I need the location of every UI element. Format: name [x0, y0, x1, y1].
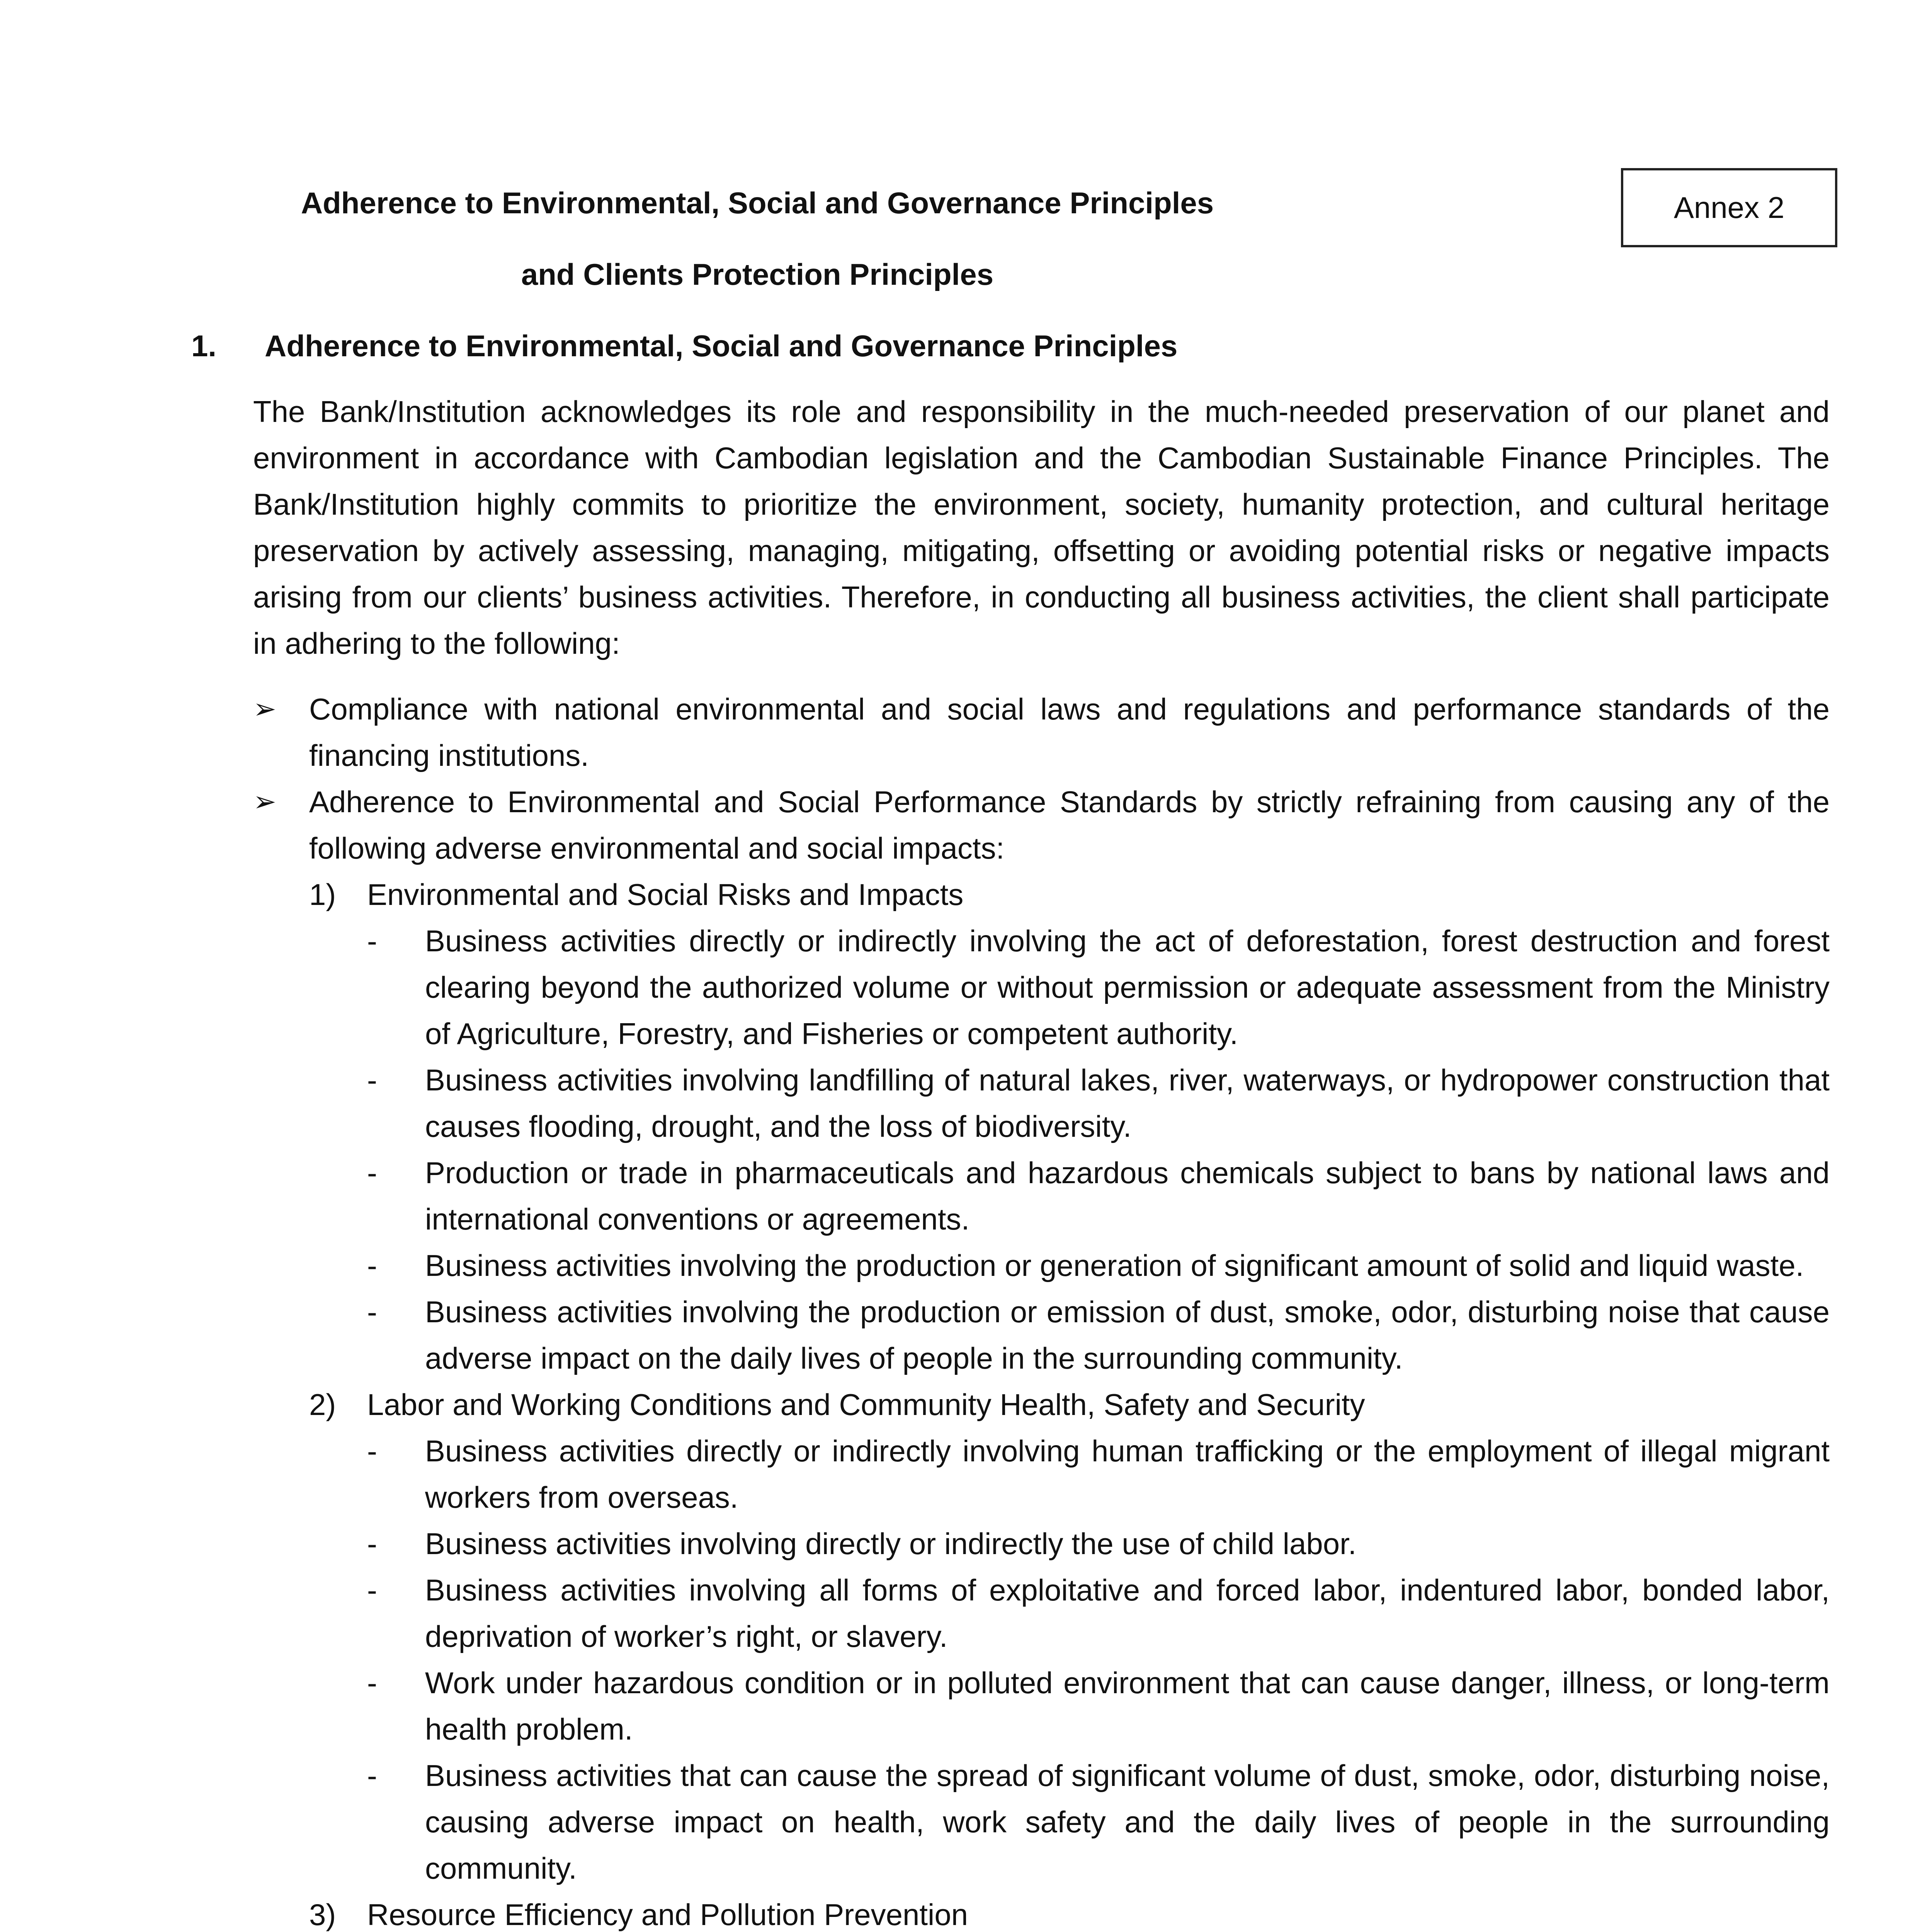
- section-heading-text: Adherence to Environmental, Social and Governance Principles: [265, 329, 1178, 363]
- dash-text: Business activities involving all forms of exploitative and forced labor, indentured labor, bonded labor, deprivation of worker’s right, or slavery.: [425, 1573, 1830, 1653]
- dash-mark: -: [367, 1434, 377, 1468]
- dash-text: Business activities directly or indirectly involving human trafficking or the employment of illegal migrant workers from overseas.: [425, 1434, 1830, 1514]
- dash-text: Business activities involving the production or emission of dust, smoke, odor, disturbing noise that cause adverse impact on the daily lives of people in the surrounding community.: [425, 1295, 1830, 1375]
- bullet-text: Adherence to Environmental and Social Performance Standards by strictly refraining from causing any of the following adverse environmental and social impacts:: [309, 785, 1830, 865]
- dash-item: [367, 1242, 1830, 1289]
- dash-mark: -: [367, 1666, 377, 1700]
- dash-mark: -: [367, 1156, 377, 1190]
- dash-text: Business activities that can cause the spread of significant volume of dust, smoke, odor, disturbing noise, causing adverse impact on health, work safety and the daily lives of people in the surrounding community.: [425, 1759, 1830, 1885]
- dash-item: [367, 1660, 1830, 1752]
- numbered-item: [309, 1891, 1830, 1932]
- dash-mark: -: [367, 1527, 377, 1561]
- section-heading: [191, 327, 1177, 365]
- dash-item: [367, 1057, 1830, 1150]
- bullet-text: Compliance with national environmental and social laws and regulations and performance standards of the financing institutions.: [309, 692, 1830, 772]
- document-title-line1: Adherence to Environmental, Social and Governance Principles: [301, 186, 1214, 220]
- arrow-bullet-icon: ➢: [253, 786, 277, 817]
- dash-text: Business activities involving landfilling of natural lakes, river, waterways, or hydropower construction that causes flooding, drought, and the loss of biodiversity.: [425, 1063, 1830, 1143]
- dash-mark: -: [367, 924, 377, 958]
- dash-item: [367, 1150, 1830, 1242]
- dash-item: [367, 1289, 1830, 1381]
- item-title: Labor and Working Conditions and Community Health, Safety and Security: [367, 1388, 1365, 1422]
- numbered-item: [309, 871, 1830, 1381]
- bullet-list: [253, 686, 1830, 1932]
- dash-item: [367, 1752, 1830, 1891]
- numbered-list: [309, 871, 1830, 1932]
- item-title: Environmental and Social Risks and Impacts: [367, 878, 964, 912]
- arrow-bullet-icon: ➢: [253, 694, 277, 724]
- dash-mark: -: [367, 1063, 377, 1097]
- item-number: 3): [309, 1898, 336, 1932]
- section-number: 1.: [191, 329, 217, 363]
- item-title: Resource Efficiency and Pollution Prevention: [367, 1898, 968, 1932]
- dash-text: Production or trade in pharmaceuticals and hazardous chemicals subject to bans by national laws and international conventions or agreements.: [425, 1156, 1830, 1236]
- dash-mark: -: [367, 1295, 377, 1329]
- dash-mark: -: [367, 1573, 377, 1607]
- dash-item: [367, 1428, 1830, 1520]
- bullet-item: [253, 686, 1830, 779]
- dash-text: Business activities directly or indirectly involving the act of deforestation, forest destruction and forest clearing beyond the authorized volume or without permission or adequate assessment from the Ministry of Agriculture, Forestry, and Fisheries or competent authority.: [425, 924, 1830, 1051]
- item-number: 2): [309, 1388, 336, 1422]
- document-title-line2: and Clients Protection Principles: [521, 257, 994, 291]
- item-number: 1): [309, 878, 336, 912]
- intro-paragraph: The Bank/Institution acknowledges its role and responsibility in the much-needed preservation of our planet and environment in accordance with Cambodian legislation and the Cambodian Sustainable Finance Principles. The Bank/Institution highly commits to prioritize the environment, society, humanity protection, and cultural heritage preservation by actively assessing, managing, mitigating, offsetting or avoiding potential risks or negative impacts arising from our clients’ business activities. Therefore, in conducting all business activities, the client shall participate in adhering to the following:: [253, 395, 1830, 660]
- dash-list: [367, 1428, 1830, 1891]
- dash-text: Business activities involving directly or indirectly the use of child labor.: [425, 1527, 1357, 1561]
- dash-mark: -: [367, 1248, 377, 1282]
- numbered-item: [309, 1381, 1830, 1891]
- bullet-item: [253, 779, 1830, 1932]
- dash-text: Work under hazardous condition or in polluted environment that can cause danger, illness, or long-term health problem.: [425, 1666, 1830, 1746]
- dash-list: [367, 918, 1830, 1381]
- dash-mark: -: [367, 1759, 377, 1793]
- dash-text: Business activities involving the production or generation of significant amount of solid and liquid waste.: [425, 1248, 1804, 1282]
- dash-item: [367, 1567, 1830, 1660]
- dash-item: [367, 918, 1830, 1057]
- dash-item: [367, 1520, 1830, 1567]
- annex-label: Annex 2: [1673, 190, 1785, 224]
